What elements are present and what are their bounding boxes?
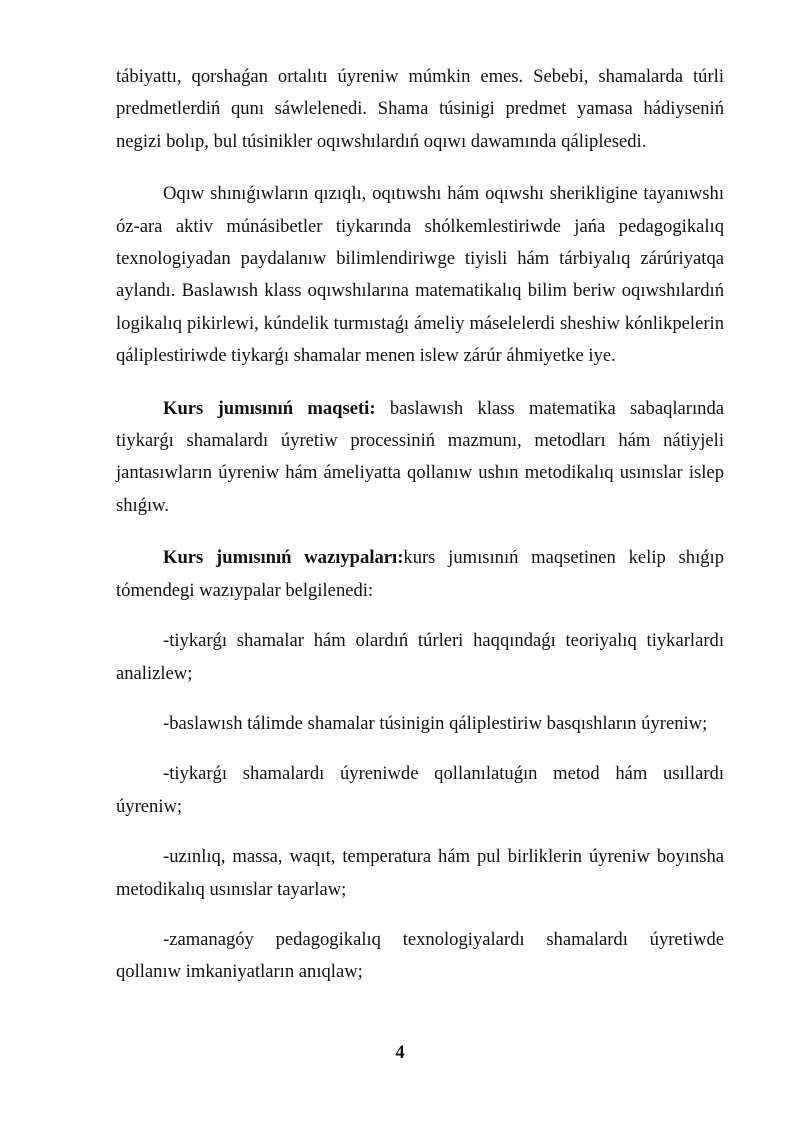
goal-text: baslawısh klass matematika sabaqlarında tiykarǵı shamalardı úyretiw processiniń mazmunı, metodları hám nátiyjeli jantasıwların úyreniw hám ámeliyatta qollanıw ushın metodikalıq usınıslar islep shıǵıw. — [116, 397, 724, 516]
paragraph-technology: Oqıw shınıǵıwların qızıqlı, oqıtıwshı hám oqıwshı sherikligine tayanıwshı óz-ara aktiv múnásibetler tiykarında shólkemlestiriwde jańa pedagogikalıq texnologiyadan paydalanıw bilimlendiriwge tiyisli hám tárbiyalıq zárúriyatqa aylandı. Baslawısh klass oqıwshılarına matematikalıq bilim beriw oqıwshılardıń logikalıq pikirlewi, kúndelik turmıstaǵı ámeliy máselelerdi sheshiw kónlikpelerin qáliplestiriwde tiykarǵı shamalar menen islew zárúr áhmiyetke iye. — [116, 183, 724, 367]
goal-label: Kurs jumısınıń maqseti: — [163, 397, 376, 419]
task-item: -zamanagóy pedagogikalıq texnologiyalardı shamalardı úyretiwde qollanıw imkaniyatların anıqlaw; — [116, 928, 724, 983]
tasks-label: Kurs jumısınıń wazıypaları: — [163, 547, 404, 569]
task-item: -tiykarǵı shamalardı úyreniwde qollanılatuǵın metod hám usıllardı úyreniw; — [116, 763, 724, 817]
paragraph-intro: tábiyattı, qorshaǵan ortalıtı úyreniw múmkin emes. Sebebi, shamalarda túrli predmetlerdiń qunı sáwlelenedi. Shama túsinigi predmet yamasa hádiyseniń negizi bolıp, bul túsinikler oqıwshılardıń oqıwı dawamında qáliplesedi. — [116, 66, 724, 152]
task-item: -tiykarǵı shamalar hám olardıń túrleri haqqındaǵı teoriyalıq tiykarlardı analizlew; — [116, 630, 724, 684]
paragraph-tasks — [116, 542, 724, 607]
document-page — [116, 61, 724, 989]
tasks-text: kurs jumısınıń maqsetinen kelip shıǵıp tómendegi wazıypalar belgilenedi: — [116, 547, 724, 601]
task-item: -uzınlıq, massa, waqıt, temperatura hám pul birliklerin úyreniw boyınsha metodikalıq usınıslar tayarlaw; — [116, 846, 724, 900]
task-item: -baslawısh tálimde shamalar túsinigin qáliplestiriw basqıshların úyreniw; — [163, 712, 708, 734]
page-number: 4 — [395, 1042, 405, 1063]
paragraph-goal — [116, 393, 724, 523]
